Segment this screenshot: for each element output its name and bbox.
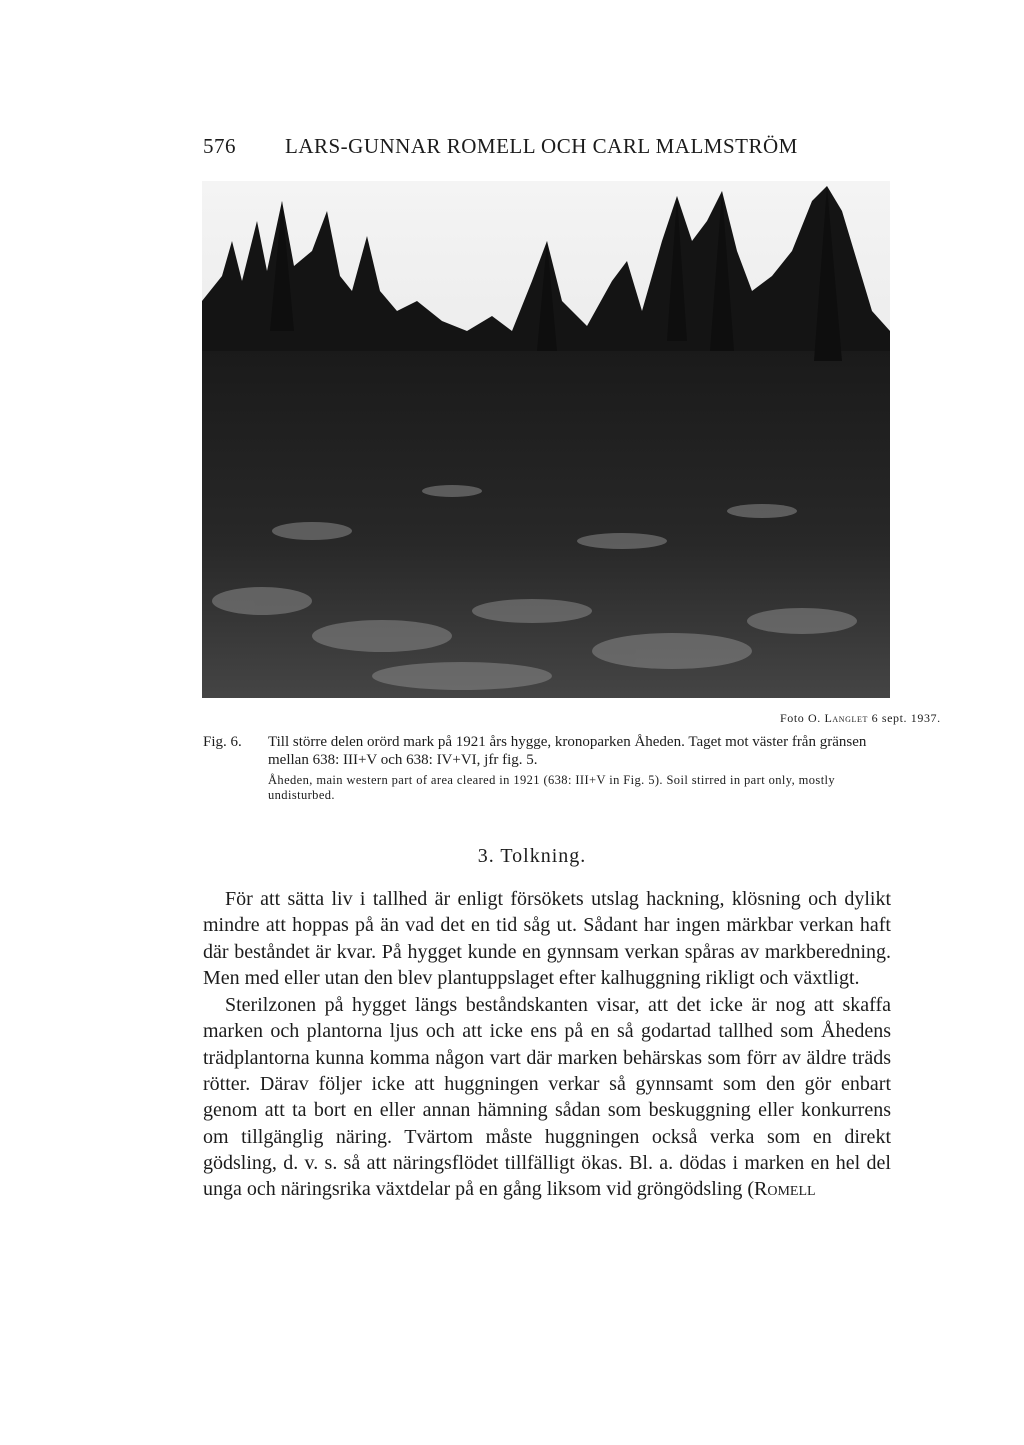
paragraph-1: För att sätta liv i tallhed är enligt försökets utslag hackning, klösning och dylikt mindre att hoppas på än vad det en tid såg ut. Sådant har ingen märkbar verkan haft där beståndet är kvar. På hygget kunde en gynnsam verkan spåras av markberedning. Men med eller utan den blev plantuppslaget efter kalhuggning rikligt och växtligt. — [203, 888, 891, 989]
figure-label: Fig. 6. — [203, 734, 242, 750]
running-title: LARS-GUNNAR ROMELL OCH CARL MALMSTRÖM — [285, 134, 798, 158]
section-title: 3. Tolkning. — [477, 845, 587, 867]
page-number: 576 — [203, 134, 236, 158]
figure-caption — [203, 733, 893, 803]
photo-credit-name: Langlet — [824, 711, 869, 725]
forest-photo-image — [202, 181, 890, 698]
photo-credit — [780, 711, 941, 726]
paragraph-2 — [203, 992, 891, 1202]
body-text — [203, 886, 891, 1203]
running-header — [203, 134, 893, 159]
paragraph-2-text: Sterilzonen på hygget längs beståndskanten visar, att det icke är nog att skaffa marken och plantorna ljus och att icke ens på en så godartad tallhed som Åhedens trädplantorna kunna komma någon vart där marken behärskas som förr av äldre träds rötter. Därav följer icke att huggningen verkar så gynnsamt som den gör enbart genom att ta bort en eller annan hämning sådan som beskuggning eller konkurrens om tillgänglig näring. Tvärtom måste huggningen också verka som en direkt gödsling, d. v. s. så att näringsflödet tillfälligt ökas. Bl. a. dödas i marken en hel del unga och näringsrika växtdelar på en gång liksom vid gröngödsling ( — [203, 994, 891, 1201]
photo-credit-date: 6 sept. 1937. — [871, 711, 941, 725]
caption-english: Åheden, main western part of area cleared in 1921 (638: III+V in Fig. 5). Soil stirred in part only, mostly undisturbed. — [268, 773, 836, 802]
photo-credit-prefix: Foto O. — [780, 711, 821, 725]
paragraph-2-author: Romell — [754, 1178, 816, 1201]
caption-swedish: Till större delen orörd mark på 1921 års hygge, kronoparken Åheden. Taget mot väster från gränsen mellan 638: III+V och 638: IV+VI, jfr fig. 5. — [268, 734, 867, 768]
forest-photograph — [202, 181, 890, 698]
